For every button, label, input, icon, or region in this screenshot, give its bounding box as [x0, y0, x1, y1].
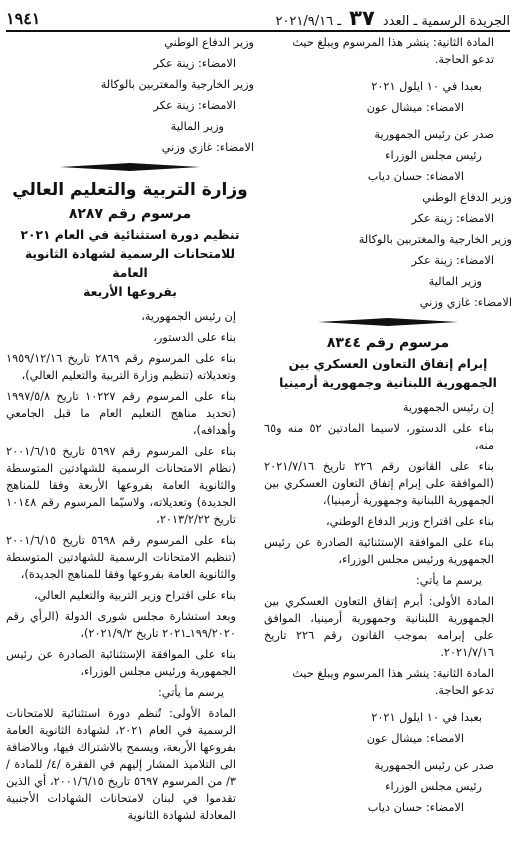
- article-2-text: المادة الثانية: ينشر هذا المرسوم ويبلغ حيث تدعو الحاجة.: [292, 36, 494, 66]
- signature-foreign: الامضاء: زينة عكر: [153, 99, 236, 112]
- decree-subtitle-2: للامتحانات الرسمية لشهادة الثانوية العامة: [24, 247, 236, 280]
- preamble-approval: بناء على الموافقة الإستثنائية الصادرة عن رئيس الجمهورية ورئيس مجلس الوزراء،: [264, 536, 494, 566]
- preamble-decree-5697: بناء على المرسوم رقم ٥٦٩٧ تاريخ ٢٠٠١/٦/١٥ (نظام الامتحانات الرسمية للشهادتين المتوسطة والثانوية العامة بفروعها الأربعة وفقا للمناهج الجديدة) وتعديلاته، ولاسيّما المرسوم رقم ١٠١٤٨ تاريخ ٢٠١٣/٢/٢٢،: [6, 445, 236, 526]
- finance-minister: وزير المالية: [170, 120, 224, 133]
- issue-date: ـ ٢٠٢١/٩/١٦: [275, 14, 342, 29]
- prime-minister-2: رئيس مجلس الوزراء: [385, 780, 482, 793]
- preamble-decree-10227: بناء على المرسوم رقم ١٠٢٢٧ تاريخ ١٩٩٧/٥/٨ (تحديد مناهج التعليم العام ما قبل الجامعي وأهدافه)،: [6, 390, 236, 437]
- finance-minister: وزير المالية: [428, 275, 482, 288]
- dated-line: بعبدا في ١٠ ايلول ٢٠٢١: [371, 80, 482, 93]
- defense-minister: وزير الدفاع الوطني: [422, 191, 512, 204]
- decree-clause: يرسم ما يأتي:: [158, 686, 224, 699]
- header-journal: [275, 6, 510, 30]
- preamble-proposal: بناء على اقتراح وزير التربية والتعليم العالي،: [33, 589, 236, 602]
- preamble-president: إن رئيس الجمهورية: [402, 401, 494, 414]
- right-column: [264, 34, 512, 856]
- preamble-consultation: وبعد استشارة مجلس شورى الدولة (الرأي رقم ١٩٩/٢٠٢٠ـ٢٠٢١ تاريخ ٢٠٢١/٩/٢)،: [6, 610, 236, 640]
- decree-subtitle-1: تنظيم دورة استثنائية في العام ٢٠٢١: [20, 228, 240, 242]
- issued-by-2: صدر عن رئيس الجمهورية: [374, 759, 494, 772]
- signature-pm-2: الامضاء: حسان دياب: [367, 801, 464, 814]
- section-divider: [6, 162, 254, 172]
- preamble-proposal: بناء على اقتراح وزير الدفاع الوطني،: [325, 515, 494, 528]
- prime-minister: رئيس مجلس الوزراء: [385, 149, 482, 162]
- journal-title: الجريدة الرسمية ـ العدد: [382, 14, 510, 29]
- preamble-constitution: بناء على الدستور، لاسيما المادتين ٥٢ منه و٦٥ منه،: [264, 422, 494, 452]
- decree-title: مرسوم رقم ٨٣٤٤: [326, 335, 450, 351]
- issued-by: صدر عن رئيس الجمهورية: [374, 128, 494, 141]
- article-1: المادة الأولى: أبرم إتفاق التعاون العسكري بين الجمهورية اللبنانية وجمهورية أرمينيا، الموافق على إبرامه بموجب القانون رقم ٢٢٦ تاريخ ٢٠٢١/٧/١٦.: [264, 595, 494, 659]
- signature-finance: الامضاء: غازي وزني: [419, 296, 512, 309]
- preamble-law: بناء على القانون رقم ٢٢٦ تاريخ ٢٠٢١/٧/١٦ (الموافقة على إبرام إتفاق التعاون العسكري بين الجمهورية اللبنانية وجمهورية أرمينيا)،: [264, 460, 494, 507]
- defense-minister: وزير الدفاع الوطني: [164, 36, 254, 49]
- signature-president: الامضاء: ميشال عون: [366, 101, 464, 114]
- preamble-decree-2869: بناء على المرسوم رقم ٢٨٦٩ تاريخ ١٩٥٩/١٢/١٦ وتعديلاته (تنظيم وزارة التربية والتعليم العالي)،: [6, 352, 236, 382]
- foreign-minister: وزير الخارجية والمغتربين بالوكالة: [358, 233, 512, 246]
- dated-line-2: بعبدا في ١٠ ايلول ٢٠٢١: [371, 711, 482, 724]
- preamble-decree-5698: بناء على المرسوم رقم ٥٦٩٨ تاريخ ٢٠٠١/٦/١٥ (تنظيم الامتحانات الرسمية للشهادتين المتوسطة والثانوية العامة بفروعها وفقا للمناهج الجديدة)،: [6, 534, 236, 581]
- page-header: [6, 6, 510, 32]
- signature-finance: الامضاء: غازي وزني: [161, 141, 254, 154]
- signature-foreign: الامضاء: زينة عكر: [411, 254, 494, 267]
- article-1: المادة الأولى: تُنظم دورة استثنائية للامتحانات الرسمية في العام ٢٠٢١، لشهادة الثانوية العامة بفروعها الأربعة، ويسمح بالاشتراك فيها، وبالاضافة الى التلاميذ المشار إليهم في الفقرة /٤/ للمادة /٣/ من المرسوم ٥٦٩٧ تاريخ ٢٠٠١/٦/١٥، أي الذين تقدموا في لبنان لامتحانات الشهادات الأجنبية المعادلة لشهادة الثانوية: [6, 707, 236, 822]
- left-column: [6, 34, 254, 856]
- preamble-constitution: بناء على الدستور،: [153, 331, 236, 344]
- section-divider: [264, 317, 512, 327]
- issue-number: ٣٧: [349, 6, 375, 30]
- decree-subtitle-2: الجمهورية اللبنانية وجمهورية أرمينيا: [279, 376, 497, 390]
- signature-defense: الامضاء: زينة عكر: [411, 212, 494, 225]
- signature-pm: الامضاء: حسان دياب: [367, 170, 464, 183]
- article-2: المادة الثانية: ينشر هذا المرسوم ويبلغ حيث تدعو الحاجة.: [292, 667, 494, 697]
- preamble-president: إن رئيس الجمهورية،: [141, 310, 236, 323]
- signature-defense: الامضاء: زينة عكر: [153, 57, 236, 70]
- decree-clause: يرسم ما يأتي:: [416, 574, 482, 587]
- decree-title: مرسوم رقم ٨٢٨٧: [68, 206, 192, 222]
- signature-president-2: الامضاء: ميشال عون: [366, 732, 464, 745]
- decree-subtitle-1: إبرام إتفاق التعاون العسكري بين: [288, 357, 488, 371]
- preamble-approval: بناء على الموافقة الإستثنائية الصادرة عن رئيس الجمهورية ورئيس مجلس الوزراء،: [6, 648, 236, 678]
- ministry-title: وزارة التربية والتعليم العالي: [12, 180, 248, 200]
- decree-subtitle-3: بفروعها الأربعة: [83, 285, 177, 299]
- page-number: ١٩٤١: [6, 8, 41, 28]
- foreign-minister: وزير الخارجية والمغتربين بالوكالة: [100, 78, 254, 91]
